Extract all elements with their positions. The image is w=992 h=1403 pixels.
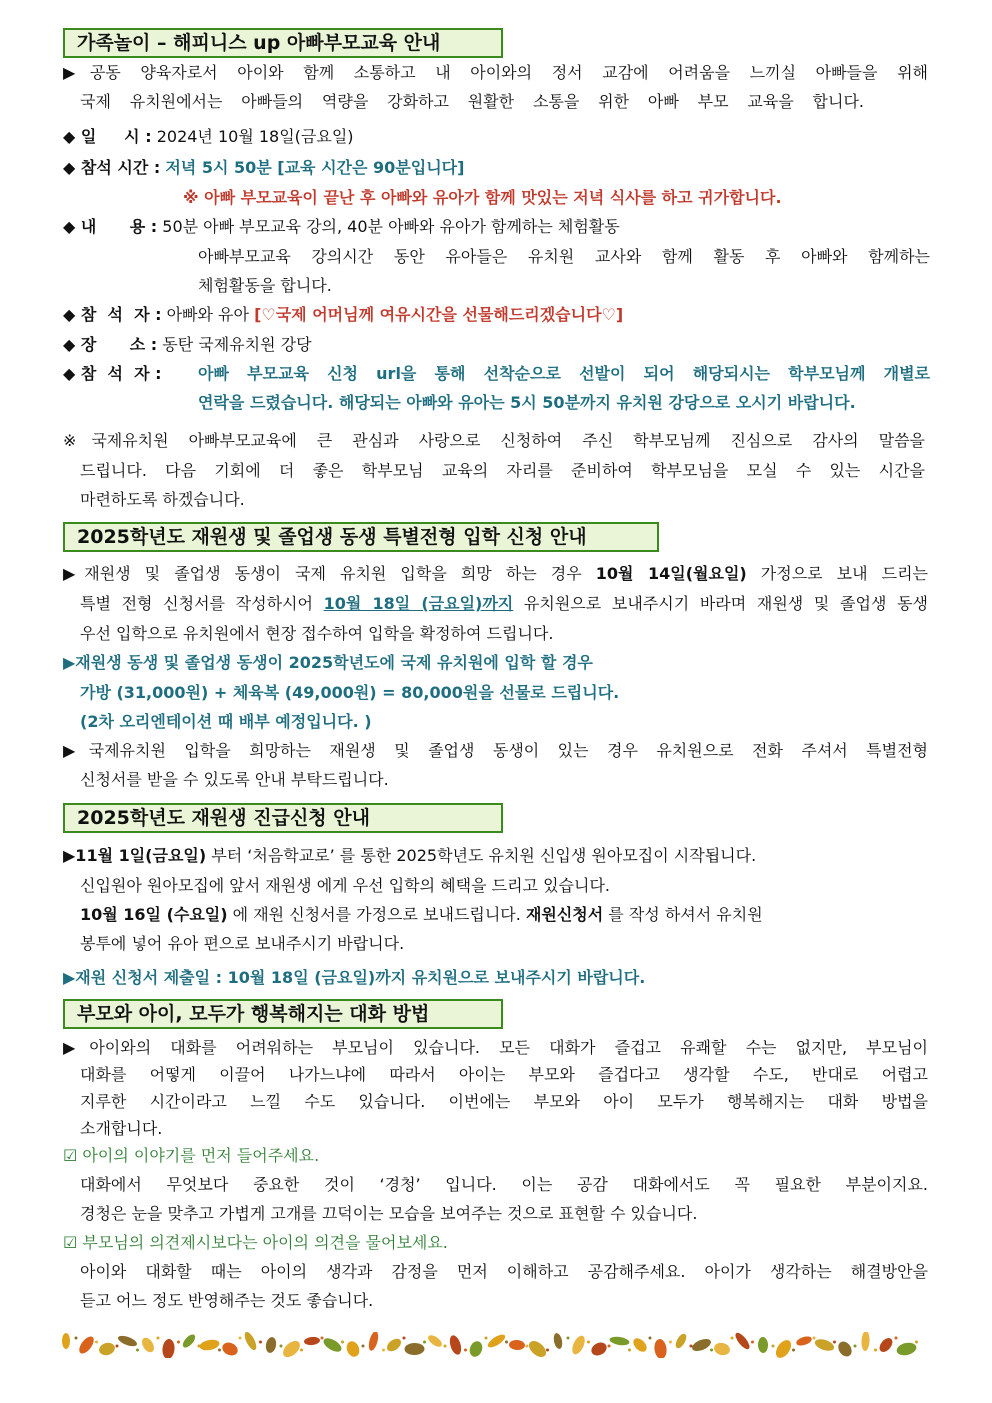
leaf-icon	[631, 1336, 649, 1354]
dot-icon	[813, 1337, 816, 1340]
section-title-special-admission: 2025학년도 재원생 및 졸업생 동생 특별전형 입학 신청 안내	[63, 522, 659, 552]
tip2-title: ☑ 부모님의 의견제시보다는 아이의 의견을 물어보세요.	[63, 1233, 448, 1252]
leaf-icon	[589, 1340, 609, 1358]
dot-icon	[731, 1337, 734, 1340]
reenroll-line-4: 봉투에 넣어 유아 편으로 보내주시기 바랍니다.	[80, 934, 405, 953]
dot-icon	[444, 1345, 447, 1348]
dot-icon	[854, 1345, 857, 1348]
leaf-icon	[713, 1341, 731, 1357]
leaf-icon	[98, 1341, 117, 1357]
thanks-line-3: 마련하도록 하겠습니다.	[80, 490, 245, 509]
tip1-line-1: 대화에서 무엇보다 중요한 것이 ‘경청’ 입니다. 이는 공감 대화에서도 꼭 필요한 부분이지요.	[80, 1175, 928, 1194]
dot-icon	[833, 1341, 836, 1344]
dot-icon	[505, 1341, 508, 1344]
leaf-icon	[62, 1333, 70, 1349]
leaf-icon	[526, 1338, 549, 1358]
leaf-icon	[181, 1332, 198, 1349]
leaf-icon	[321, 1336, 343, 1355]
leaf-icon	[895, 1341, 917, 1357]
dot-icon	[751, 1341, 754, 1344]
tip2-line-1: 아이와 대화할 때는 아이의 생각과 감정을 먼저 이해하고 공감해주세요. 아이가 생각하는 해결방안을	[80, 1262, 928, 1281]
admission-line-1	[63, 563, 928, 585]
conversation-line-1: ▶아이와의 대화를 어려워하는 부모님이 있습니다. 모든 대화가 즐겁고 유쾌할 수는 없지만, 부모님이	[63, 1038, 928, 1057]
content-line-2: 아빠부모교육 강의시간 동안 유아들은 유치원 교사와 함께 활동 후 아빠와 함께하는	[198, 247, 930, 266]
dot-icon	[382, 1349, 385, 1352]
dot-icon	[895, 1337, 898, 1340]
attendee-row	[63, 304, 623, 326]
leaf-icon	[609, 1335, 630, 1346]
leaf-icon	[448, 1334, 463, 1356]
leaf-icon	[758, 1337, 769, 1353]
leaf-icon	[674, 1332, 689, 1350]
content-line-1: 50분 아빠 부모교육 강의, 40분 아빠와 유아가 함께하는 체험활동	[162, 217, 620, 236]
leaf-icon	[552, 1332, 563, 1349]
dot-icon	[362, 1345, 365, 1348]
leaf-icon	[199, 1338, 221, 1352]
admission-line-2-c: 유치원으로 보내주시기 바라며 재원생 및 졸업생 동생	[513, 594, 928, 613]
tip2-line-2: 듣고 어느 정도 반영해주는 것도 좋습니다.	[80, 1291, 374, 1310]
conversation-line-3: 지루한 시간이라고 느낄 수도 있습니다. 이번에는 부모와 아이 모두가 행복해지는 대화 방법을	[80, 1092, 928, 1111]
gift-line-1: ▶재원생 동생 및 졸업생 동생이 2025학년도에 국제 유치원에 입학 할 경우	[63, 653, 593, 672]
dot-icon	[157, 1337, 160, 1340]
leaf-icon	[570, 1334, 588, 1356]
dot-icon	[792, 1349, 795, 1352]
dot-icon	[772, 1345, 775, 1348]
autumn-leaves-border	[60, 1332, 928, 1358]
leaf-icon	[877, 1336, 895, 1355]
reenroll-form-name: 재원신청서	[525, 905, 604, 924]
dot-icon	[95, 1341, 98, 1344]
leaf-icon	[468, 1339, 485, 1358]
dot-icon	[710, 1349, 713, 1352]
place-value: 동탄 국제유치원 강당	[162, 335, 312, 354]
leaf-icon	[280, 1338, 303, 1358]
leaf-icon	[76, 1334, 96, 1356]
gift-line-2: 가방 (31,000원) + 체육복 (49,000원) = 80,000원을 선물로 드립니다.	[80, 683, 620, 702]
dot-icon	[116, 1345, 119, 1348]
thanks-line-2: 드립니다. 다음 기회에 더 좋은 학부모님 교육의 자리를 준비하여 학부모님을 모실 수 있는 시간을	[80, 461, 925, 480]
date-row	[63, 126, 354, 148]
dot-icon	[669, 1341, 672, 1344]
section-title-father-education: 가족놀이 – 해피니스 up 아빠부모교육 안내	[63, 28, 503, 58]
admission-line-2	[80, 593, 928, 615]
leaf-icon	[733, 1332, 752, 1351]
dinner-note: ※ 아빠 부모교육이 끝난 후 아빠와 유아가 함께 맛있는 저녁 식사를 하고 귀가합니다.	[183, 188, 782, 207]
conversation-line-4: 소개합니다.	[80, 1119, 163, 1138]
leaf-icon	[304, 1336, 321, 1346]
conversation-line-2: 대화를 어떻게 이끌어 나가느냐에 따라서 아이는 부모와 즐겁다고 생각할 수도, 반대로 어렵고	[80, 1065, 928, 1084]
dot-icon	[341, 1341, 344, 1344]
dot-icon	[628, 1349, 631, 1352]
dot-icon	[546, 1349, 549, 1352]
tip1-line-2: 경청은 눈을 맞추고 가볍게 고개를 끄덕이는 모습을 보여주는 것으로 표현할 수 있습니다.	[80, 1204, 698, 1223]
reenroll-send-date: 10월 16일 (수요일)	[80, 905, 228, 924]
dot-icon	[567, 1337, 570, 1340]
leaf-icon	[836, 1339, 855, 1358]
intro-line-2: 국제 유치원에서는 아빠들의 역량을 강화하고 원활한 소통을 위한 아빠 부모 교육을 합니다.	[80, 92, 864, 111]
dot-icon	[526, 1345, 529, 1348]
leaf-icon	[653, 1338, 667, 1358]
attendee2-row	[63, 363, 162, 385]
call-line-2: 신청서를 받을 수 있도록 안내 부탁드립니다.	[80, 770, 389, 789]
reenroll-start-date: ▶11월 1일(금요일)	[63, 846, 207, 865]
place-label: ◆ 장 소 :	[63, 335, 158, 354]
dot-icon	[321, 1337, 324, 1340]
content-label: ◆ 내 용 :	[63, 217, 158, 236]
leaf-icon	[509, 1339, 526, 1350]
dot-icon	[136, 1349, 139, 1352]
content-row	[63, 216, 620, 238]
section-title-reenrollment: 2025학년도 재원생 진급신청 안내	[63, 803, 503, 833]
dot-icon	[75, 1337, 78, 1340]
reenroll-line-3-d: 를 작성 하셔서 유치원	[603, 905, 763, 924]
dot-icon	[608, 1345, 611, 1348]
dot-icon	[403, 1337, 406, 1340]
leaf-icon	[242, 1332, 258, 1352]
dot-icon	[423, 1341, 426, 1344]
leaf-icon	[861, 1332, 870, 1351]
date-value: 2024년 10월 18일(금요일)	[156, 127, 354, 146]
time-label: ◆ 참석 시간 :	[63, 158, 161, 177]
admission-line-3: 우선 입학으로 유치원에서 현장 접수하여 입학을 확정하여 드립니다.	[80, 624, 554, 643]
leaf-icon	[795, 1335, 813, 1348]
time-value: 저녁 5시 50분 [교육 시간은 90분입니다]	[165, 158, 465, 177]
leaf-icon	[813, 1337, 835, 1353]
attendee2-label: ◆ 참 석 자 :	[63, 364, 162, 383]
content-line-3: 체험활동을 합니다.	[198, 276, 332, 295]
reenroll-deadline: ▶재원 신청서 제출일 : 10월 18일 (금요일)까지 유치원으로 보내주시기 바랍니다.	[63, 968, 646, 987]
attendee-note: [♡국제 어머님께 여유시간을 선물해드리겠습니다♡]	[254, 305, 624, 324]
leaf-icon	[367, 1332, 380, 1352]
thanks-line-1: ※국제유치원 아빠부모교육에 큰 관심과 사랑으로 신청하여 주신 학부모님께 진심으로 감사의 말씀을	[63, 431, 925, 450]
leaf-icon	[162, 1339, 176, 1358]
dot-icon	[218, 1349, 221, 1352]
tip1-title: ☑ 아이의 이야기를 먼저 들어주세요.	[63, 1146, 320, 1165]
admission-line-2-a: 특별 전형 신청서를 작성하시어	[80, 594, 324, 613]
admission-line-1-a: ▶재원생 및 졸업생 동생이 국제 유치원 입학을 희망 하는 경우	[63, 564, 596, 583]
place-row	[63, 334, 312, 356]
admission-line-1-c: 가정으로 보내 드리는	[746, 564, 928, 583]
dot-icon	[464, 1349, 467, 1352]
reenroll-line-3-b: 에 재원 신청서를 가정으로 보내드립니다.	[227, 905, 526, 924]
attendee-label: ◆ 참 석 자 :	[63, 305, 162, 324]
admission-date-send: 10월 14일(월요일)	[595, 564, 747, 583]
gift-line-3: (2차 오리엔테이션 때 배부 예정입니다. )	[80, 712, 372, 731]
leaf-icon	[486, 1332, 507, 1350]
reenroll-line-1	[63, 845, 756, 867]
date-label: ◆ 일 시 :	[63, 127, 152, 146]
dot-icon	[874, 1349, 877, 1352]
dot-icon	[280, 1345, 283, 1348]
leaf-icon	[220, 1340, 240, 1358]
dot-icon	[239, 1337, 242, 1340]
intro-line-1: ▶공동 양육자로서 아이와 함께 소통하고 내 아이와의 정서 교감에 어려움을 느끼실 아빠들을 위해	[63, 63, 928, 82]
leaf-icon	[344, 1339, 361, 1358]
attendee-value: 아빠와 유아	[166, 305, 249, 324]
reenroll-line-1-b: 부터 ‘처음학교로’ 를 통한 2025학년도 유치원 신입생 원아모집이 시작됩니다.	[206, 846, 757, 865]
dot-icon	[177, 1341, 180, 1344]
admission-deadline: 10월 18일 (금요일)까지	[323, 594, 514, 613]
section-title-conversation: 부모와 아이, 모두가 행복해지는 대화 방법	[63, 999, 503, 1029]
leaf-icon	[773, 1337, 794, 1358]
time-row	[63, 157, 464, 179]
dot-icon	[300, 1349, 303, 1352]
reenroll-line-3	[80, 904, 763, 926]
leaf-icon	[690, 1336, 712, 1353]
dot-icon	[690, 1345, 693, 1348]
leaf-icon	[140, 1336, 157, 1355]
dot-icon	[259, 1341, 262, 1344]
leaf-icon	[404, 1343, 424, 1355]
leaf-icon	[426, 1333, 444, 1349]
leaf-icon	[117, 1334, 139, 1349]
dot-icon	[485, 1337, 488, 1340]
leaf-icon	[385, 1336, 404, 1354]
dot-icon	[915, 1341, 918, 1344]
call-line-1: ▶국제유치원 입학을 희망하는 재원생 및 졸업생 동생이 있는 경우 유치원으로 전화 주셔서 특별전형	[63, 741, 928, 760]
dot-icon	[587, 1341, 590, 1344]
dot-icon	[649, 1337, 652, 1340]
reenroll-line-2: 신입원아 원아모집에 앞서 재원생 에게 우선 입학의 혜택을 드리고 있습니다.	[80, 876, 610, 895]
attendee2-line-2: 연락을 드렸습니다. 해당되는 아빠와 유아는 5시 50분까지 유치원 강당으로 오시기 바랍니다.	[198, 393, 856, 412]
attendee2-line-1: 아빠 부모교육 신청 url을 통해 선착순으로 선발이 되어 해당되시는 학부모님께 개별로	[198, 364, 930, 383]
leaf-icon	[265, 1336, 278, 1353]
